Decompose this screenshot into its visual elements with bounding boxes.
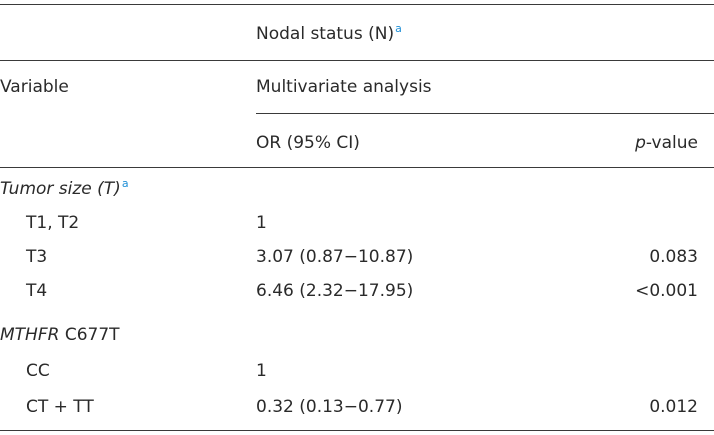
group-header-footnote: a: [395, 22, 402, 35]
column-header-or: OR (95% CI): [256, 133, 360, 153]
row-or: 0.32 (0.13−0.77): [256, 397, 403, 417]
row-label: CC: [26, 361, 50, 381]
column-header-analysis: Multivariate analysis: [256, 77, 432, 97]
section-title-mthfr: MTHFR C677T: [0, 325, 120, 345]
top-rule: [0, 4, 714, 5]
row-p-value: 0.083: [649, 247, 698, 267]
header-rule-2: [0, 167, 714, 168]
row-label: CT + TT: [26, 397, 94, 417]
row-label: T1, T2: [26, 213, 80, 233]
bottom-rule: [0, 430, 714, 431]
row-label: T3: [26, 247, 48, 267]
row-label: T4: [26, 281, 48, 301]
row-or: 1: [256, 361, 267, 381]
section-title-footnote: a: [121, 177, 129, 190]
row-or: 3.07 (0.87−10.87): [256, 247, 414, 267]
column-header-variable: Variable: [0, 77, 69, 97]
section-title-tumor-size: Tumor size $(T)^a$: [0, 177, 129, 199]
row-p-value: 0.012: [649, 397, 698, 417]
row-p-value: <0.001: [635, 281, 698, 301]
header-rule-1: [0, 60, 714, 61]
column-header-p-value: p-value: [635, 133, 698, 153]
row-or: 1: [256, 213, 267, 233]
analysis-subrule: [256, 113, 714, 114]
group-header: Nodal status $(N)^a$: [256, 22, 402, 44]
row-or: 6.46 (2.32−17.95): [256, 281, 414, 301]
